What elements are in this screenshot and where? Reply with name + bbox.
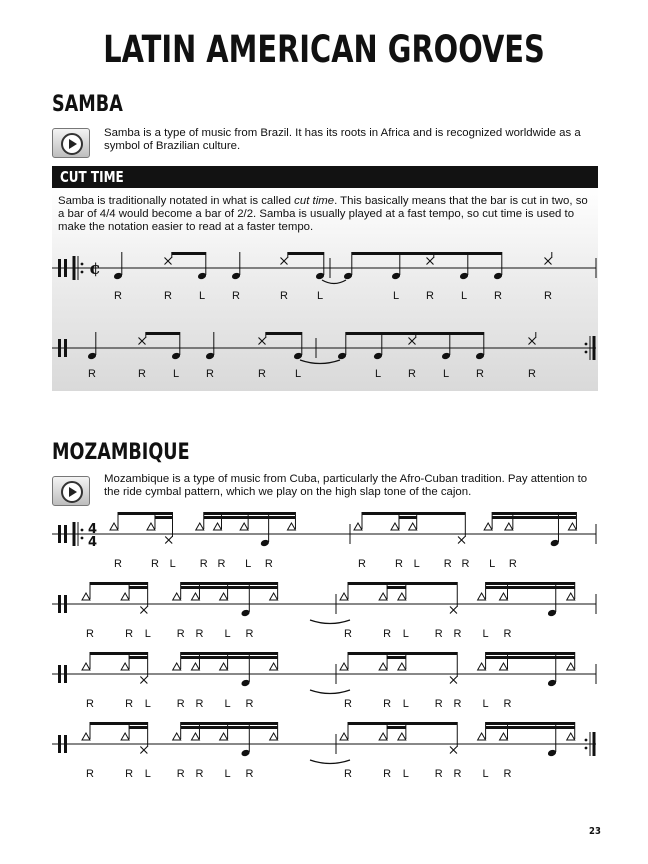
sticking-letter: L	[144, 628, 151, 640]
slap-note	[505, 523, 513, 530]
sticking-letter: L	[245, 558, 252, 570]
slap-note	[398, 733, 406, 740]
sticking-letter: R	[383, 628, 392, 640]
slap-note	[110, 523, 118, 530]
sticking-letter: R	[264, 558, 273, 570]
sticking-letter: R	[344, 698, 352, 710]
slap-note	[567, 593, 575, 600]
time-signature-bottom: 4	[88, 535, 98, 550]
beam	[155, 516, 173, 519]
sticking-letter: R	[150, 558, 159, 570]
cross-note	[545, 258, 552, 265]
slap-note	[478, 733, 486, 740]
slap-note	[484, 523, 492, 530]
sticking-letter: L	[144, 768, 151, 780]
sticking-letter: L	[413, 558, 420, 570]
cut-time-heading: CUT TIME	[60, 168, 124, 186]
sticking-letter: L	[224, 768, 231, 780]
beam	[485, 586, 574, 589]
cut-time-description: Samba is traditionally notated in what is called cut time. This basically means that the bar is cut in two, so a bar of 4/4 would become a bar of 2/2. Samba is usually played at a fast tempo, so cut time is used to make the notation easier to read at a faster tempo.	[58, 195, 588, 233]
slap-note	[214, 523, 222, 530]
beam	[129, 656, 148, 659]
slap-note	[220, 593, 228, 600]
slap-note	[191, 593, 199, 600]
slap-note	[121, 663, 129, 670]
sticking-letter: R	[138, 368, 146, 380]
play-icon	[61, 133, 83, 155]
percussion-clef	[58, 665, 61, 683]
sticking-letter: R	[86, 628, 94, 640]
sticking-letter: R	[125, 628, 134, 640]
sticking-letter: R	[245, 698, 254, 710]
tie	[322, 280, 346, 284]
sticking-letter: R	[383, 698, 392, 710]
beam	[399, 516, 417, 519]
beam	[352, 252, 468, 255]
cut-time-header	[52, 166, 598, 188]
beam	[288, 252, 324, 255]
beam	[387, 726, 406, 729]
sticking-letter: L	[402, 698, 409, 710]
slap-note	[173, 733, 181, 740]
beam	[129, 726, 148, 729]
sticking-letter: R	[86, 768, 94, 780]
sticking-letter: R	[408, 368, 416, 380]
sticking-letter: R	[125, 698, 134, 710]
sticking-letter: R	[280, 290, 288, 302]
sticking-letter: R	[344, 628, 352, 640]
beam	[180, 582, 277, 585]
repeat-dot	[81, 537, 84, 540]
page-title: LATIN AMERICAN GROOVES	[103, 28, 545, 71]
samba-intro: Samba is a type of music from Brazil. It has its roots in Africa and is recognized worldwide as a symbol of Brazilian culture.	[104, 127, 581, 152]
sticking-letter: L	[294, 368, 302, 380]
repeat-dot	[81, 529, 84, 532]
sticking-letter: R	[195, 768, 204, 780]
sticking-letter: L	[402, 768, 409, 780]
slap-note	[340, 733, 348, 740]
slap-note	[379, 733, 387, 740]
sticking-letter: L	[316, 290, 324, 302]
samba-play-button[interactable]	[52, 128, 90, 158]
repeat-dot	[81, 263, 84, 266]
sticking-letter: L	[198, 290, 206, 302]
sticking-letter: R	[114, 558, 122, 570]
slap-note	[191, 733, 199, 740]
beam	[485, 726, 574, 729]
percussion-clef	[64, 525, 67, 543]
beam	[387, 586, 406, 589]
tie	[300, 360, 340, 364]
beam	[468, 252, 502, 255]
sticking-letter: R	[394, 558, 403, 570]
beam	[180, 726, 277, 729]
beam	[180, 656, 277, 659]
play-icon	[61, 481, 83, 503]
beam	[90, 652, 148, 655]
sticking-letter: L	[224, 628, 231, 640]
beam	[348, 722, 457, 725]
beam	[492, 516, 576, 519]
slap-note	[398, 593, 406, 600]
slap-note	[478, 663, 486, 670]
slap-note	[270, 593, 278, 600]
slap-note	[567, 733, 575, 740]
cross-note	[409, 338, 416, 345]
sticking-letter: L	[482, 628, 489, 640]
beam	[129, 586, 148, 589]
sticking-letter: R	[164, 290, 172, 302]
slap-note	[287, 523, 295, 530]
sticking-letter: R	[232, 290, 240, 302]
samba-staff-line-2	[52, 322, 598, 366]
beam	[492, 512, 576, 515]
cross-note	[450, 747, 457, 754]
sticking-letter: R	[503, 628, 512, 640]
sticking-letter: L	[374, 368, 382, 380]
sticking-letter: R	[195, 698, 204, 710]
beam	[266, 332, 302, 335]
slap-note	[340, 663, 348, 670]
percussion-clef	[58, 339, 61, 357]
cross-note	[450, 607, 457, 614]
sticking-letter: R	[206, 368, 214, 380]
percussion-clef	[58, 259, 61, 277]
cross-note	[139, 338, 146, 345]
sticking-letter: L	[172, 368, 180, 380]
sticking-letter: R	[453, 768, 462, 780]
slap-note	[191, 663, 199, 670]
beam	[204, 516, 296, 519]
slap-note	[220, 663, 228, 670]
slap-note	[82, 663, 90, 670]
sticking-letter: R	[508, 558, 517, 570]
slap-note	[391, 523, 399, 530]
slap-note	[379, 663, 387, 670]
cross-note	[140, 607, 147, 614]
percussion-clef	[58, 595, 61, 613]
cross-note	[259, 338, 266, 345]
percussion-clef	[64, 595, 67, 613]
time-signature: ¢	[89, 259, 101, 279]
slap-note	[499, 733, 507, 740]
beam	[485, 582, 574, 585]
sticking-letter: L	[392, 290, 400, 302]
mozambique-intro: Mozambique is a type of music from Cuba, particularly the Afro-Cuban tradition. Pay attention to the ride cymbal pattern, which we play on the high slap tone of the cajon.	[104, 473, 588, 498]
slap-note	[499, 593, 507, 600]
sticking-letter: R	[125, 768, 134, 780]
slap-note	[567, 663, 575, 670]
sticking-letter: R	[258, 368, 266, 380]
beam	[348, 582, 457, 585]
sticking-letter: R	[88, 368, 96, 380]
beam	[180, 586, 277, 589]
cross-note	[427, 258, 434, 265]
percussion-clef	[58, 735, 61, 753]
slap-note	[147, 523, 155, 530]
sticking-letter: L	[460, 290, 468, 302]
repeat-dot	[585, 343, 588, 346]
sticking-letter: R	[434, 768, 443, 780]
cross-note	[450, 677, 457, 684]
beam	[204, 512, 296, 515]
beam	[172, 252, 206, 255]
cross-note	[281, 258, 288, 265]
mozambique-staff-line-4	[52, 716, 598, 766]
samba-staff-line-1	[52, 250, 598, 290]
sticking-letter: R	[195, 628, 204, 640]
sticking-letter: L	[482, 768, 489, 780]
slap-note	[499, 663, 507, 670]
repeat-dot	[585, 351, 588, 354]
page-number: 23	[589, 826, 601, 837]
beam	[146, 332, 180, 335]
sticking-letter: L	[482, 698, 489, 710]
sticking-letter: R	[494, 290, 502, 302]
slap-note	[173, 593, 181, 600]
beam	[90, 722, 148, 725]
slap-note	[379, 593, 387, 600]
cross-note	[165, 537, 172, 544]
slap-note	[409, 523, 417, 530]
beam	[362, 512, 466, 515]
cross-note	[165, 258, 172, 265]
sticking-letter: R	[443, 558, 452, 570]
slap-note	[340, 593, 348, 600]
beam	[118, 512, 173, 515]
sticking-letter: R	[176, 698, 185, 710]
sticking-letter: R	[434, 628, 443, 640]
sticking-letter: R	[199, 558, 208, 570]
sticking-letter: R	[245, 628, 254, 640]
tie	[310, 760, 350, 764]
cross-note	[140, 677, 147, 684]
sticking-letter: R	[176, 768, 185, 780]
mozambique-staff-line-2	[52, 576, 598, 626]
slap-note	[240, 523, 248, 530]
sticking-letter: R	[383, 768, 392, 780]
sticking-letter: R	[426, 290, 434, 302]
beam	[180, 652, 277, 655]
sticking-letter: R	[503, 768, 512, 780]
mozambique-play-button[interactable]	[52, 476, 90, 506]
repeat-dot	[585, 747, 588, 750]
samba-heading: SAMBA	[52, 92, 123, 117]
slap-note	[121, 593, 129, 600]
beam	[90, 582, 148, 585]
slap-note	[196, 523, 204, 530]
percussion-clef	[64, 665, 67, 683]
percussion-clef	[64, 339, 67, 357]
sticking-letter: L	[169, 558, 176, 570]
slap-note	[220, 733, 228, 740]
sticking-letter: R	[344, 768, 352, 780]
slap-note	[82, 593, 90, 600]
beam	[387, 656, 406, 659]
beam	[485, 722, 574, 725]
cross-note	[529, 338, 536, 345]
mozambique-heading: MOZAMBIQUE	[52, 440, 190, 465]
slap-note	[82, 733, 90, 740]
mozambique-staff-line-3	[52, 646, 598, 696]
sticking-letter: R	[453, 698, 462, 710]
sticking-letter: R	[434, 698, 443, 710]
percussion-clef	[64, 735, 67, 753]
sticking-letter: L	[489, 558, 496, 570]
sticking-letter: R	[358, 558, 366, 570]
sticking-letter: R	[544, 290, 552, 302]
slap-note	[354, 523, 362, 530]
tie	[310, 690, 350, 694]
cross-note	[458, 537, 465, 544]
slap-note	[568, 523, 576, 530]
sticking-letter: R	[503, 698, 512, 710]
sticking-letter: L	[144, 698, 151, 710]
mozambique-staff-line-1	[52, 506, 598, 556]
cross-note	[140, 747, 147, 754]
percussion-clef	[64, 259, 67, 277]
sticking-letter: R	[86, 698, 94, 710]
sticking-letter: R	[461, 558, 470, 570]
repeat-dot	[81, 271, 84, 274]
beam	[485, 652, 574, 655]
slap-note	[398, 663, 406, 670]
sticking-letter: R	[476, 368, 484, 380]
slap-note	[121, 733, 129, 740]
time-signature-top: 4	[88, 522, 98, 537]
sticking-letter: R	[453, 628, 462, 640]
beam	[348, 652, 457, 655]
sticking-letter: L	[402, 628, 409, 640]
beam	[450, 332, 484, 335]
sticking-letter: R	[217, 558, 226, 570]
slap-note	[270, 663, 278, 670]
sticking-letter: R	[528, 368, 536, 380]
sticking-letter: R	[176, 628, 185, 640]
sticking-letter: L	[224, 698, 231, 710]
slap-note	[478, 593, 486, 600]
sticking-letter: R	[245, 768, 254, 780]
percussion-clef	[58, 525, 61, 543]
sticking-letter: R	[114, 290, 122, 302]
repeat-dot	[585, 739, 588, 742]
slap-note	[270, 733, 278, 740]
slap-note	[173, 663, 181, 670]
beam	[346, 332, 450, 335]
beam	[485, 656, 574, 659]
beam	[180, 722, 277, 725]
tie	[310, 620, 350, 624]
sticking-letter: L	[442, 368, 450, 380]
